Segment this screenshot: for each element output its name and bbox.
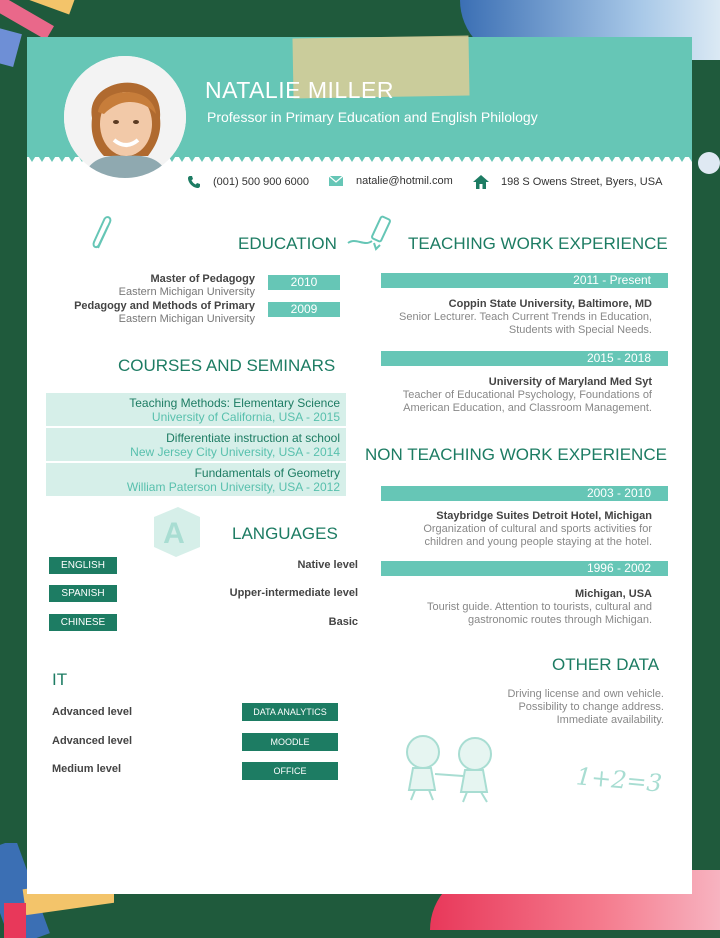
nonteaching-job — [423, 510, 652, 549]
background-dot — [698, 152, 720, 174]
teaching-job — [399, 298, 652, 337]
contact-address — [473, 175, 662, 189]
education-degree: Master of Pedagogy — [150, 273, 255, 285]
course-item — [46, 393, 346, 426]
job-description: Tourist guide. Attention to tourists, cultural and — [426, 601, 652, 613]
job-description: Students with Special Needs. — [508, 324, 652, 336]
nonteaching-heading: NON TEACHING WORK EXPERIENCE — [365, 445, 667, 464]
course-title: Differentiate instruction at school — [166, 431, 340, 445]
teaching-heading: TEACHING WORK EXPERIENCE — [408, 234, 668, 253]
language-badge: SPANISH — [49, 585, 117, 602]
education-heading: EDUCATION — [238, 234, 337, 253]
svg-text:A: A — [163, 517, 185, 550]
phone-icon — [187, 175, 201, 189]
it-level: Medium level — [52, 763, 122, 775]
email-text[interactable]: natalie@hotmil.com — [356, 175, 453, 187]
education-year: 2009 — [268, 302, 340, 317]
mail-icon — [328, 175, 344, 187]
other-data-line: Driving license and own vehicle. — [507, 688, 664, 700]
it-skill-badge: OFFICE — [242, 762, 338, 780]
teaching-period: 2015 - 2018 — [381, 351, 668, 366]
course-item — [46, 428, 346, 461]
teaching-period: 2011 - Present — [381, 273, 668, 288]
courses-heading: COURSES AND SEMINARS — [118, 356, 336, 375]
job-employer: Coppin State University, Baltimore, MD — [448, 298, 652, 310]
address-text: 198 S Owens Street, Byers, USA — [501, 176, 663, 188]
home-icon — [473, 175, 489, 189]
education-entry — [50, 300, 340, 328]
other-data-line: Immediate availability. — [556, 714, 664, 726]
it-heading: IT — [52, 670, 68, 689]
profile-photo — [64, 56, 186, 178]
language-badge: CHINESE — [49, 614, 117, 631]
contact-email — [328, 175, 453, 187]
job-description: American Education, and Classroom Management. — [403, 402, 652, 414]
letter-block-icon — [148, 503, 204, 559]
nonteaching-period: 2003 - 2010 — [381, 486, 668, 501]
job-employer: Michigan, USA — [574, 588, 652, 600]
job-description: Organization of cultural and sports activities for — [423, 523, 652, 535]
math-doodle: 1+2=3 — [574, 762, 664, 798]
course-institution: University of California, USA - 2015 — [151, 410, 340, 424]
courses-list — [46, 393, 346, 498]
person-name: NATALIE MILLER — [205, 77, 394, 103]
other-data-line: Possibility to change address. — [518, 701, 664, 713]
nonteaching-job — [427, 588, 652, 627]
pencil-doodle-icon — [346, 213, 402, 253]
it-skill-badge: MOODLE — [242, 733, 338, 751]
job-description: children and young people staying at the hotel. — [424, 536, 652, 548]
job-employer: University of Maryland Med Syt — [488, 376, 652, 388]
paperclip-icon — [88, 214, 118, 254]
it-skill-badge: DATA ANALYTICS — [242, 703, 338, 721]
job-employer: Staybridge Suites Detroit Hotel, Michigan — [436, 510, 652, 522]
language-level: Upper-intermediate level — [229, 587, 358, 599]
nonteaching-period: 1996 - 2002 — [381, 561, 668, 576]
person-title: Professor in Primary Education and English Philology — [207, 109, 538, 125]
education-year: 2010 — [268, 275, 340, 290]
course-institution: New Jersey City University, USA - 2014 — [130, 445, 340, 459]
it-level: Advanced level — [52, 735, 133, 747]
teaching-job — [403, 376, 652, 415]
education-degree: Pedagogy and Methods of Primary — [74, 300, 255, 312]
languages-heading: LANGUAGES — [232, 524, 338, 543]
it-level: Advanced level — [52, 706, 133, 718]
other-data-list — [507, 688, 664, 727]
job-description: Teacher of Educational Psychology, Foundations of — [402, 389, 652, 401]
course-title: Fundamentals of Geometry — [194, 466, 340, 480]
job-description: gastronomic routes through Michigan. — [467, 614, 652, 626]
course-institution: William Paterson University, USA - 2012 — [126, 480, 340, 494]
course-item — [46, 463, 346, 496]
education-entry — [50, 273, 340, 301]
language-level: Basic — [328, 616, 358, 628]
job-description: Senior Lecturer. Teach Current Trends in Education, — [399, 311, 652, 323]
language-badge: ENGLISH — [49, 557, 117, 574]
education-institution: Eastern Michigan University — [118, 313, 255, 325]
contact-phone — [187, 175, 309, 189]
course-title: Teaching Methods: Elementary Science — [129, 396, 340, 410]
children-doodle-icon — [395, 732, 520, 804]
education-institution: Eastern Michigan University — [118, 286, 255, 298]
language-level: Native level — [297, 559, 358, 571]
phone-text: (001) 500 900 6000 — [213, 176, 310, 188]
other-heading: OTHER DATA — [552, 655, 660, 674]
